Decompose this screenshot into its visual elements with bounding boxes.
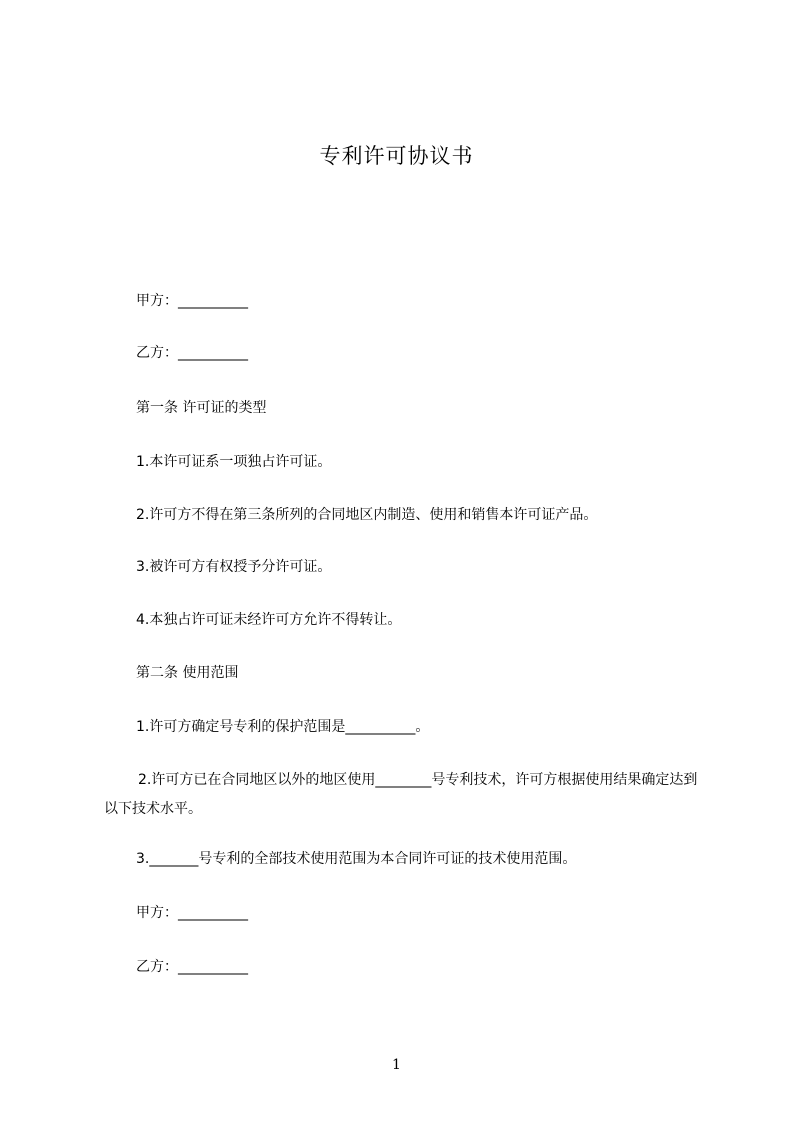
article-1-item-1: 1.本许可证系一项独占许可证。 bbox=[136, 454, 332, 470]
article-2-item-2: 2.许可方已在合同地区以外的地区使用________号专利技术，许可方根据使用结果确定达到以下技术水平。 bbox=[104, 772, 698, 817]
article-1-item-3: 3.被许可方有权授予分许可证。 bbox=[136, 559, 332, 575]
party-a-bottom-signature-line: 甲方：__________ bbox=[136, 905, 248, 921]
article-2-item-3: 3._______号专利的全部技术使用范围为本合同许可证的技术使用范围。 bbox=[136, 851, 577, 867]
article-1-heading: 第一条 许可证的类型 bbox=[136, 400, 267, 416]
party-a-signature-line: 甲方：__________ bbox=[136, 293, 248, 309]
article-2-heading: 第二条 使用范围 bbox=[136, 665, 239, 681]
page-number: 1 bbox=[392, 1057, 401, 1073]
article-1-item-4: 4.本独占许可证未经许可方允许不得转让。 bbox=[136, 612, 402, 628]
party-b-signature-line: 乙方：__________ bbox=[136, 345, 248, 361]
party-b-bottom-signature-line: 乙方：__________ bbox=[136, 959, 248, 975]
article-1-item-2: 2.许可方不得在第三条所列的合同地区内制造、使用和销售本许可证产品。 bbox=[136, 507, 598, 523]
article-2-item-1: 1.许可方确定号专利的保护范围是__________。 bbox=[136, 719, 430, 735]
document-title: 专利许可协议书 bbox=[319, 144, 474, 168]
